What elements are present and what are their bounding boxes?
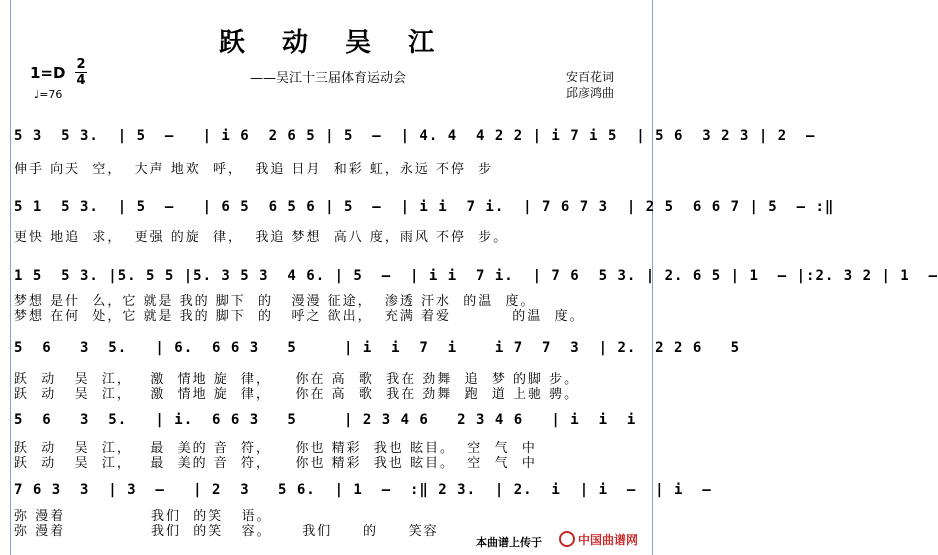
lyric-line: 伸手 向天 空， 大声 地欢 呼， 我追 日月 和彩 虹，永远 不停 步 [14,162,494,177]
time-signature-top: 2 [76,57,86,72]
lyric-line: 跃 动 吴 江， 激 情地 旋 律， 你在 高 歌 我在 劲舞 跑 道 上驰 骋。 [14,387,580,402]
time-signature-bottom: 4 [76,73,86,88]
lyric-line: 梦想 在何 处，它 就是 我的 脚下 的 呼之 欲出， 充满 着爱 的温 度。 [14,309,585,324]
key-signature: 1=D [30,64,66,82]
upload-note: 本曲谱上传于 [476,536,542,549]
logo-mark-icon [560,532,574,546]
lyric-line: 跃 动 吴 江， 最 美的 音 符， 你也 精彩 我也 眩目。 空 气 中 [14,441,537,456]
notation-line: 7 6 3 3 | 3 – | 2 3 5 6. | 1 – :‖ 2 3. | 2. i | i – | i – [14,482,712,498]
lyric-line: 跃 动 吴 江， 最 美的 音 符， 你也 精彩 我也 眩目。 空 气 中 [14,456,537,471]
tempo-mark: ♩=76 [34,88,63,101]
lyricist-credit: 安百花词 [566,70,615,84]
notation-line: 1 5 5 3. |5. 5 5 |5. 3 5 3 4 6. | 5 – | i i 7 i. | 7 6 5 3. | 2. 6 5 | 1 – |:2. 3 2 | 1 – [14,268,938,284]
lyric-line: 更快 地追 求， 更强 的旋 律， 我追 梦想 高八 度，雨风 不停 步。 [14,230,509,245]
song-title: 跃 动 吴 江 [218,28,449,58]
lyric-line: 弥 漫着 我们 的笑 语。 [14,509,272,524]
lyric-line: 梦想 是什 么，它 就是 我的 脚下 的 漫漫 征途， 渗透 汗水 的温 度。 [14,294,536,309]
song-subtitle: ——吴江十三届体育运动会 [250,71,407,86]
page-frame-left [10,0,11,555]
site-logo [558,529,654,549]
notation-line: 5 6 3 5. | 6. 6 6 3 5 | i i 7 i i 7 7 3 | 2. 2 2 6 5 [14,340,741,356]
lyric-line: 跃 动 吴 江， 激 情地 旋 律， 你在 高 歌 我在 劲舞 追 梦 的脚 步。 [14,372,580,387]
time-signature [75,58,87,87]
notation-line: 5 1 5 3. | 5 – | 6 5 6 5 6 | 5 – | i i 7 i. | 7 6 7 3 | 2 5 6 6 7 | 5 – :‖ [14,199,835,215]
logo-text: 中国曲谱网 [578,533,639,547]
notation-line: 5 3 5 3. | 5 – | i 6 2 6 5 | 5 – | 4. 4 4 2 2 | i 7 i 5 | 5 6 3 2 3 | 2 – [14,128,816,144]
lyric-line: 弥 漫着 我们 的笑 容。 我们 的 笑容 [14,524,439,539]
notation-line: 5 6 3 5. | i. 6 6 3 5 | 2 3 4 6 2 3 4 6 | i i i [14,412,637,428]
composer-credit: 邱彦鸿曲 [566,86,615,100]
